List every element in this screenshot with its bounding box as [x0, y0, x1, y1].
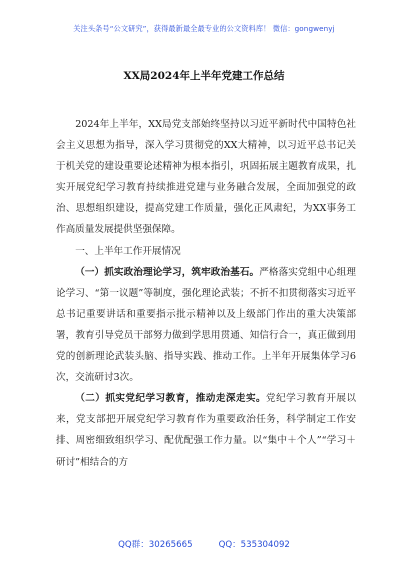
top-promo-banner: 关注头条号“公文研究”，获得最新最全最专业的公文资料库！ 微信：gongwenyj: [73, 24, 335, 33]
item-1-paragraph: [56, 262, 356, 389]
item-2-paragraph: [56, 388, 356, 472]
intro-paragraph: 2024年上半年，XX局党支部始终坚持以习近平新时代中国特色社会主义思想为指导，深入学习贯彻党的XX大精神，以习近平总书记关于机关党的建设重要论述精神为根本指引，巩固拓展主题教育成果，扎实开展党纪学习教育持续推进党建与业务融合发展，全面加强党的政治、思想组织建设，提高党建工作质量，强化正风肃纪，为XX事务工作高质量发展提供坚强保障。: [56, 119, 356, 236]
section-heading-1: 一、上半年工作开展情况: [75, 245, 181, 257]
qq-contact-text: QQ：535304092: [218, 540, 290, 550]
item-1-text: 严格落实党组中心组理论学习、“第一议题”等制度，强化理论武装；不折不扣贯彻落实习近平总书记重要讲话和重要指示批示精神以及上级部门作出的重大决策部署，教育引导党员干部努力做到学思用贯通、知信行合一，真正做到用党的创新理论武装头脑、指导实践、推动工作。上半年开展集体学习6次，交流研讨3次。: [56, 266, 357, 384]
item-1-lead: （一）抓实政治理论学习，筑牢政治基石。: [75, 266, 260, 278]
qq-group-text: QQ群：30265665: [118, 540, 193, 550]
bottom-contact-banner: [0, 538, 408, 550]
item-2-lead: （二）抓实党纪学习教育，推动走深走实。: [75, 393, 267, 405]
document-title: XX局2024年上半年党建工作总结: [123, 70, 285, 82]
item-2-text: 党纪学习教育开展以来，党支部把开展党纪学习教育作为重要政治任务，科学制定工作安排、周密细致组织学习、配优配强工作力量。以“集中＋个人”“学习＋研讨”相结合的方: [56, 393, 357, 468]
document-body: [56, 114, 356, 473]
